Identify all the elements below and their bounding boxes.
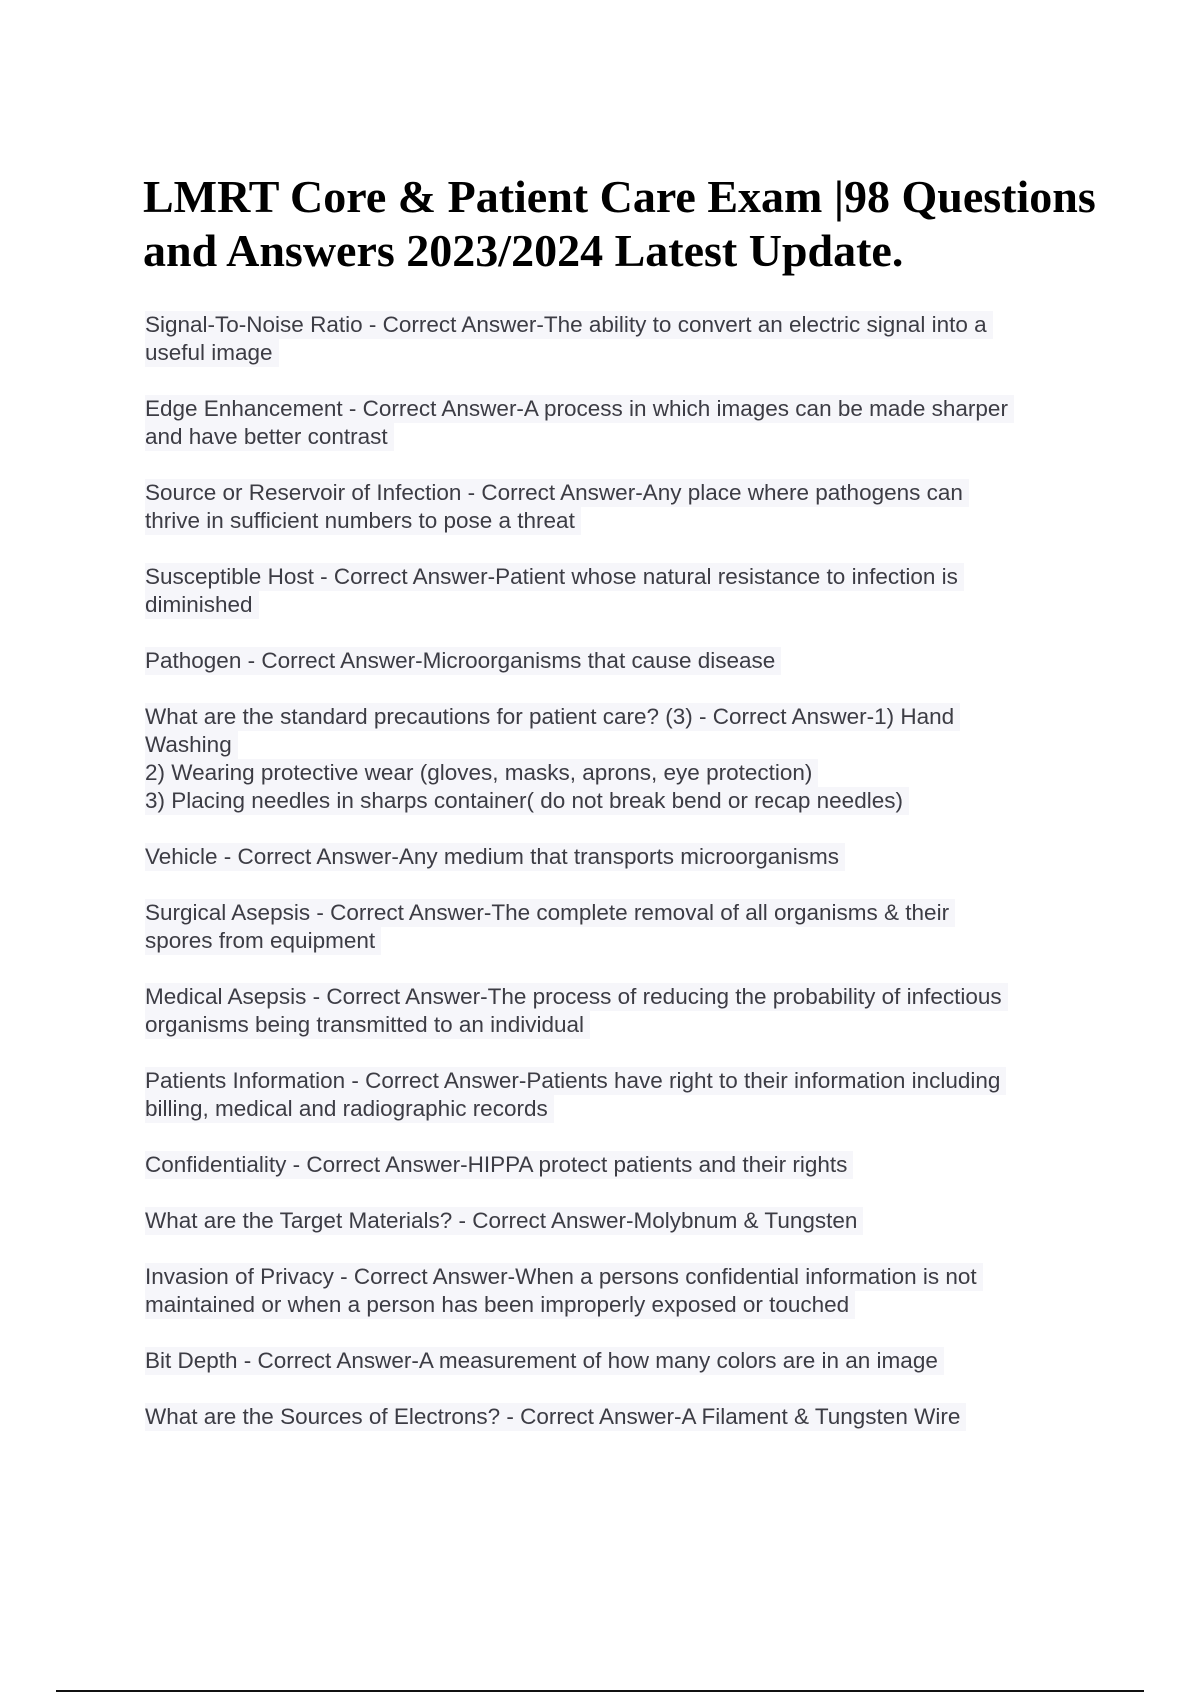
qa-entry-line: Signal-To-Noise Ratio - Correct Answer-The ability to convert an electric signal into a (145, 311, 993, 339)
qa-entry (145, 1151, 1085, 1179)
qa-entry (145, 1067, 1085, 1123)
qa-entry (145, 983, 1085, 1039)
qa-entry-line: organisms being transmitted to an individual (145, 1011, 590, 1039)
qa-entry-line: What are the Sources of Electrons? - Correct Answer-A Filament & Tungsten Wire (145, 1403, 966, 1431)
qa-entry-line: diminished (145, 591, 259, 619)
page-title (143, 170, 1163, 278)
qa-entry-line: Pathogen - Correct Answer-Microorganisms that cause disease (145, 647, 781, 675)
qa-entry-line: Invasion of Privacy - Correct Answer-When a persons confidential information is not (145, 1263, 983, 1291)
qa-entry (145, 479, 1085, 535)
qa-entry-line: What are the Target Materials? - Correct Answer-Molybnum & Tungsten (145, 1207, 863, 1235)
qa-entry-line: 2) Wearing protective wear (gloves, masks, aprons, eye protection) (145, 759, 818, 787)
qa-entry-line: billing, medical and radiographic records (145, 1095, 554, 1123)
qa-list (145, 311, 1085, 1459)
qa-entry-line: What are the standard precautions for patient care? (3) - Correct Answer-1) Hand (145, 703, 960, 731)
qa-entry-line: Washing (145, 731, 238, 759)
qa-entry (145, 703, 1085, 815)
qa-entry (145, 1403, 1085, 1431)
qa-entry-line: and have better contrast (145, 423, 394, 451)
qa-entry-line: spores from equipment (145, 927, 381, 955)
qa-entry-line: Confidentiality - Correct Answer-HIPPA protect patients and their rights (145, 1151, 853, 1179)
qa-entry-line: Vehicle - Correct Answer-Any medium that transports microorganisms (145, 843, 845, 871)
qa-entry-line: 3) Placing needles in sharps container( do not break bend or recap needles) (145, 787, 909, 815)
title-line-2: and Answers 2023/2024 Latest Update. (143, 225, 904, 276)
page-bottom-divider (56, 1690, 1144, 1692)
qa-entry-line: Susceptible Host - Correct Answer-Patient whose natural resistance to infection is (145, 563, 964, 591)
qa-entry (145, 1263, 1085, 1319)
qa-entry-line: Edge Enhancement - Correct Answer-A process in which images can be made sharper (145, 395, 1014, 423)
qa-entry-line: maintained or when a person has been improperly exposed or touched (145, 1291, 855, 1319)
qa-entry-line: Medical Asepsis - Correct Answer-The process of reducing the probability of infectious (145, 983, 1008, 1011)
qa-entry (145, 1207, 1085, 1235)
qa-entry (145, 899, 1085, 955)
qa-entry (145, 395, 1085, 451)
qa-entry (145, 647, 1085, 675)
qa-entry-line: Source or Reservoir of Infection - Correct Answer-Any place where pathogens can (145, 479, 969, 507)
qa-entry (145, 311, 1085, 367)
title-line-1: LMRT Core & Patient Care Exam |98 Questions (143, 171, 1096, 222)
qa-entry-line: thrive in sufficient numbers to pose a threat (145, 507, 581, 535)
qa-entry-line: Surgical Asepsis - Correct Answer-The complete removal of all organisms & their (145, 899, 955, 927)
qa-entry-line: Patients Information - Correct Answer-Patients have right to their information including (145, 1067, 1006, 1095)
qa-entry (145, 563, 1085, 619)
qa-entry (145, 1347, 1085, 1375)
qa-entry-line: Bit Depth - Correct Answer-A measurement of how many colors are in an image (145, 1347, 944, 1375)
qa-entry (145, 843, 1085, 871)
qa-entry-line: useful image (145, 339, 279, 367)
